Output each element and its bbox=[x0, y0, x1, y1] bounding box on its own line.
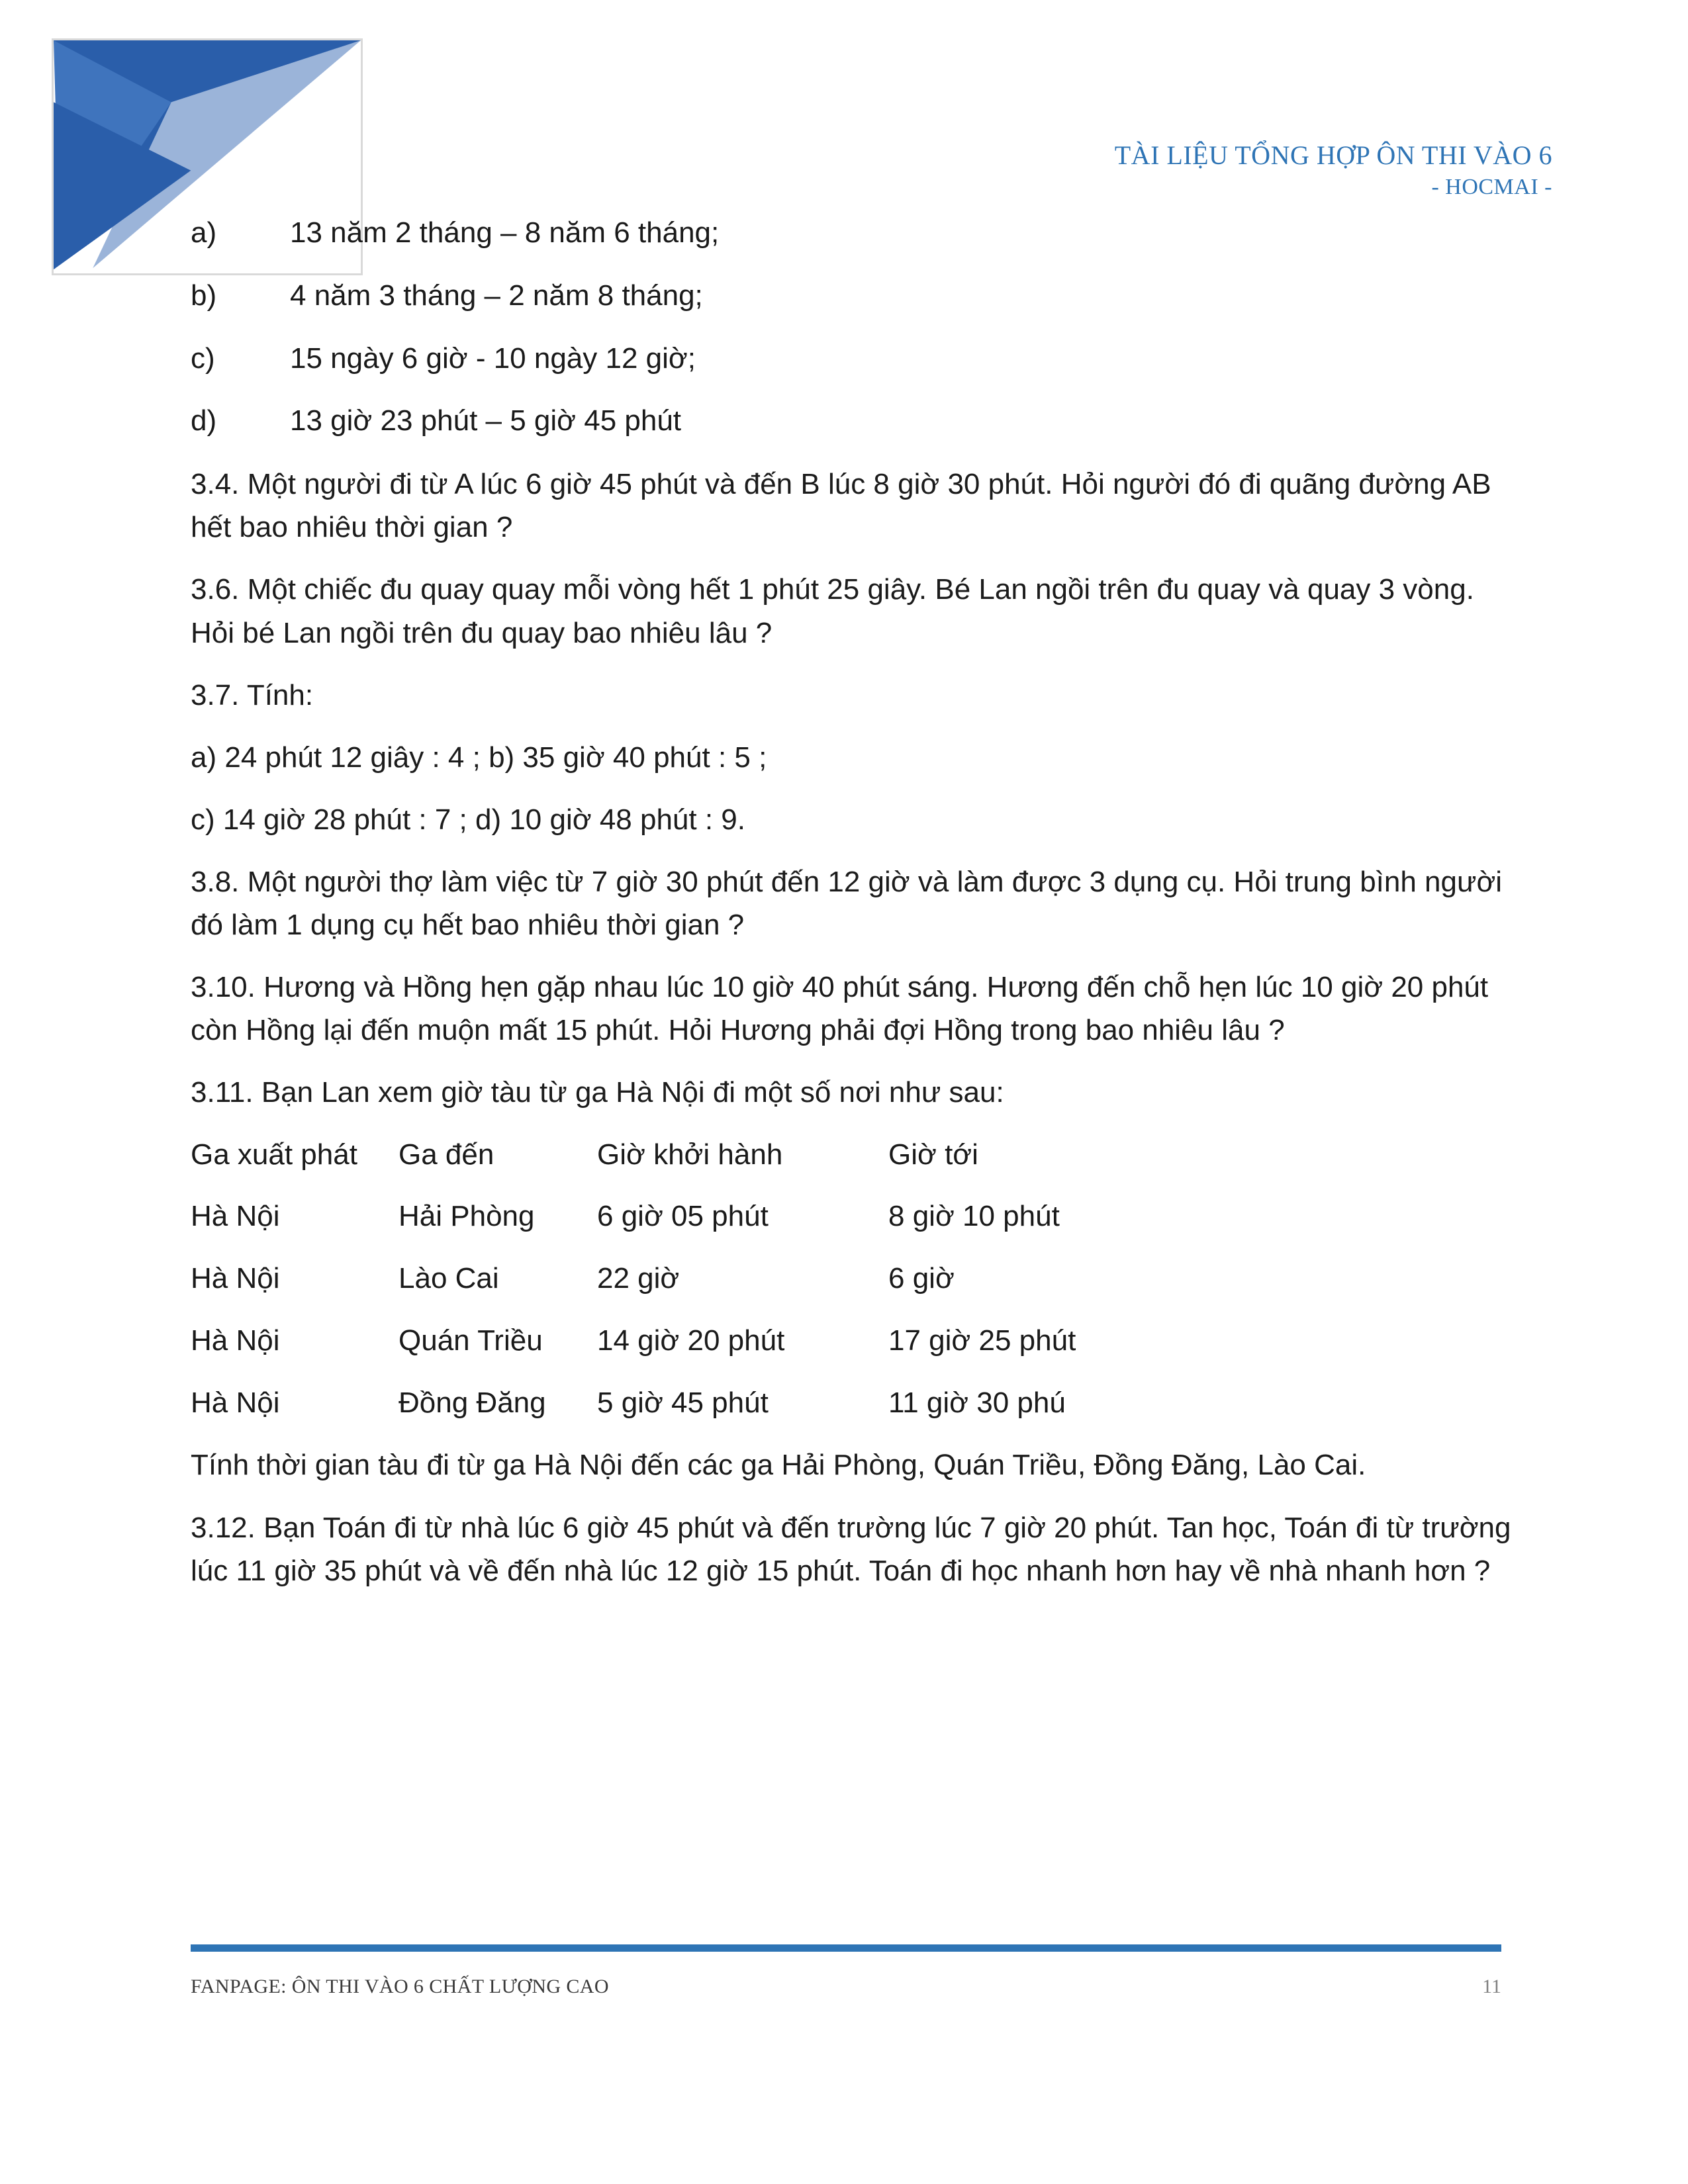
cell-departure-station: Hà Nội bbox=[191, 1324, 280, 1357]
cell-arrival-station: Quán Triều bbox=[399, 1324, 543, 1357]
exercise-3-7: 3.7. Tính: bbox=[191, 678, 314, 711]
column-header-departure-station: Ga xuất phát bbox=[191, 1138, 357, 1171]
exercise-3-7-ab: a) 24 phút 12 giây : 4 ; b) 35 giờ 40 phút : 5 ; bbox=[191, 741, 767, 774]
list-item-text: 13 giờ 23 phút – 5 giờ 45 phút bbox=[290, 404, 682, 437]
list-item bbox=[191, 275, 1511, 317]
exercise-3-10: 3.10. Hương và Hồng hẹn gặp nhau lúc 10 giờ 40 phút sáng. Hương đến chỗ hẹn lúc 10 giờ 20 phút còn Hồng lại đến muộn mất 15 phút. Hỏi Hương phải đợi Hồng trong bao nhiêu lâu ? bbox=[191, 971, 1489, 1047]
cell-arrival-station: Hải Phòng bbox=[399, 1200, 535, 1233]
page-number: 11 bbox=[1482, 1976, 1501, 1997]
document-body bbox=[191, 212, 1511, 1612]
exercise-3-12: 3.12. Bạn Toán đi từ nhà lúc 6 giờ 45 phút và đến trường lúc 7 giờ 20 phút. Tan học, Toán đi từ trường lúc 11 giờ 35 phút và về đến nhà lúc 12 giờ 15 phút. Toán đi học nhanh hơn hay về nhà nhanh hơn ? bbox=[191, 1511, 1511, 1587]
list-item-text: 15 ngày 6 giờ - 10 ngày 12 giờ; bbox=[290, 341, 696, 375]
exercise-3-8: 3.8. Một người thợ làm việc từ 7 giờ 30 phút đến 12 giờ và làm được 3 dụng cụ. Hỏi trung bình người đó làm 1 dụng cụ hết bao nhiêu thời gian ? bbox=[191, 865, 1503, 942]
cell-departure-station: Hà Nội bbox=[191, 1386, 280, 1419]
header-title: TÀI LIỆU TỔNG HỢP ÔN THI VÀO 6 bbox=[1114, 140, 1552, 170]
cell-departure-time: 6 giờ 05 phút bbox=[597, 1200, 769, 1233]
exercise-3-11: 3.11. Bạn Lan xem giờ tàu từ ga Hà Nội đi một số nơi như sau: bbox=[191, 1076, 1004, 1109]
column-header-arrival-station: Ga đến bbox=[399, 1138, 494, 1171]
footer-divider bbox=[191, 1944, 1501, 1952]
cell-departure-time: 14 giờ 20 phút bbox=[597, 1324, 785, 1357]
header-subtitle: - HOCMAI - bbox=[1431, 175, 1552, 199]
cell-departure-time: 5 giờ 45 phút bbox=[597, 1386, 769, 1419]
cell-arrival-time: 6 giờ bbox=[888, 1262, 955, 1295]
footer-text: FANPAGE: ÔN THI VÀO 6 CHẤT LƯỢNG CAO bbox=[191, 1976, 609, 1997]
cell-arrival-station: Đồng Đăng bbox=[399, 1386, 546, 1419]
table-row bbox=[191, 1382, 1511, 1424]
schedule-header-row bbox=[191, 1134, 1511, 1176]
list-item-text: 13 năm 2 tháng – 8 năm 6 tháng; bbox=[290, 216, 720, 249]
exercise-3-7-cd: c) 14 giờ 28 phút : 7 ; d) 10 giờ 48 phút : 9. bbox=[191, 803, 745, 836]
cell-departure-time: 22 giờ bbox=[597, 1262, 680, 1295]
table-row bbox=[191, 1257, 1511, 1300]
exercise-3-6: 3.6. Một chiếc đu quay quay mỗi vòng hết 1 phút 25 giây. Bé Lan ngồi trên đu quay và quay 3 vòng. Hỏi bé Lan ngồi trên đu quay bao nhiêu lâu ? bbox=[191, 573, 1474, 649]
cell-arrival-time: 17 giờ 25 phút bbox=[888, 1324, 1076, 1357]
cell-arrival-station: Lào Cai bbox=[399, 1262, 499, 1295]
list-item bbox=[191, 400, 1511, 442]
exercise-3-4: 3.4. Một người đi từ A lúc 6 giờ 45 phút và đến B lúc 8 giờ 30 phút. Hỏi người đó đi quãng đường AB hết bao nhiêu thời gian ? bbox=[191, 468, 1491, 544]
list-item-label: b) bbox=[191, 279, 217, 312]
exercise-3-11-question: Tính thời gian tàu đi từ ga Hà Nội đến các ga Hải Phòng, Quán Triều, Đồng Đăng, Lào Cai. bbox=[191, 1449, 1366, 1482]
cell-arrival-time: 11 giờ 30 phú bbox=[888, 1386, 1066, 1419]
list-item-label: d) bbox=[191, 404, 217, 437]
document-footer bbox=[191, 1976, 1501, 1998]
list-item-label: c) bbox=[191, 341, 215, 375]
table-row bbox=[191, 1195, 1511, 1238]
list-item-text: 4 năm 3 tháng – 2 năm 8 tháng; bbox=[290, 279, 703, 312]
column-header-departure-time: Giờ khởi hành bbox=[597, 1138, 783, 1171]
list-item bbox=[191, 338, 1511, 380]
list-item bbox=[191, 212, 1511, 254]
document-header bbox=[1115, 139, 1552, 203]
cell-arrival-time: 8 giờ 10 phút bbox=[888, 1200, 1060, 1233]
list-item-label: a) bbox=[191, 216, 217, 249]
cell-departure-station: Hà Nội bbox=[191, 1262, 280, 1295]
table-row bbox=[191, 1320, 1511, 1362]
cell-departure-station: Hà Nội bbox=[191, 1200, 280, 1233]
column-header-arrival-time: Giờ tới bbox=[888, 1138, 978, 1171]
